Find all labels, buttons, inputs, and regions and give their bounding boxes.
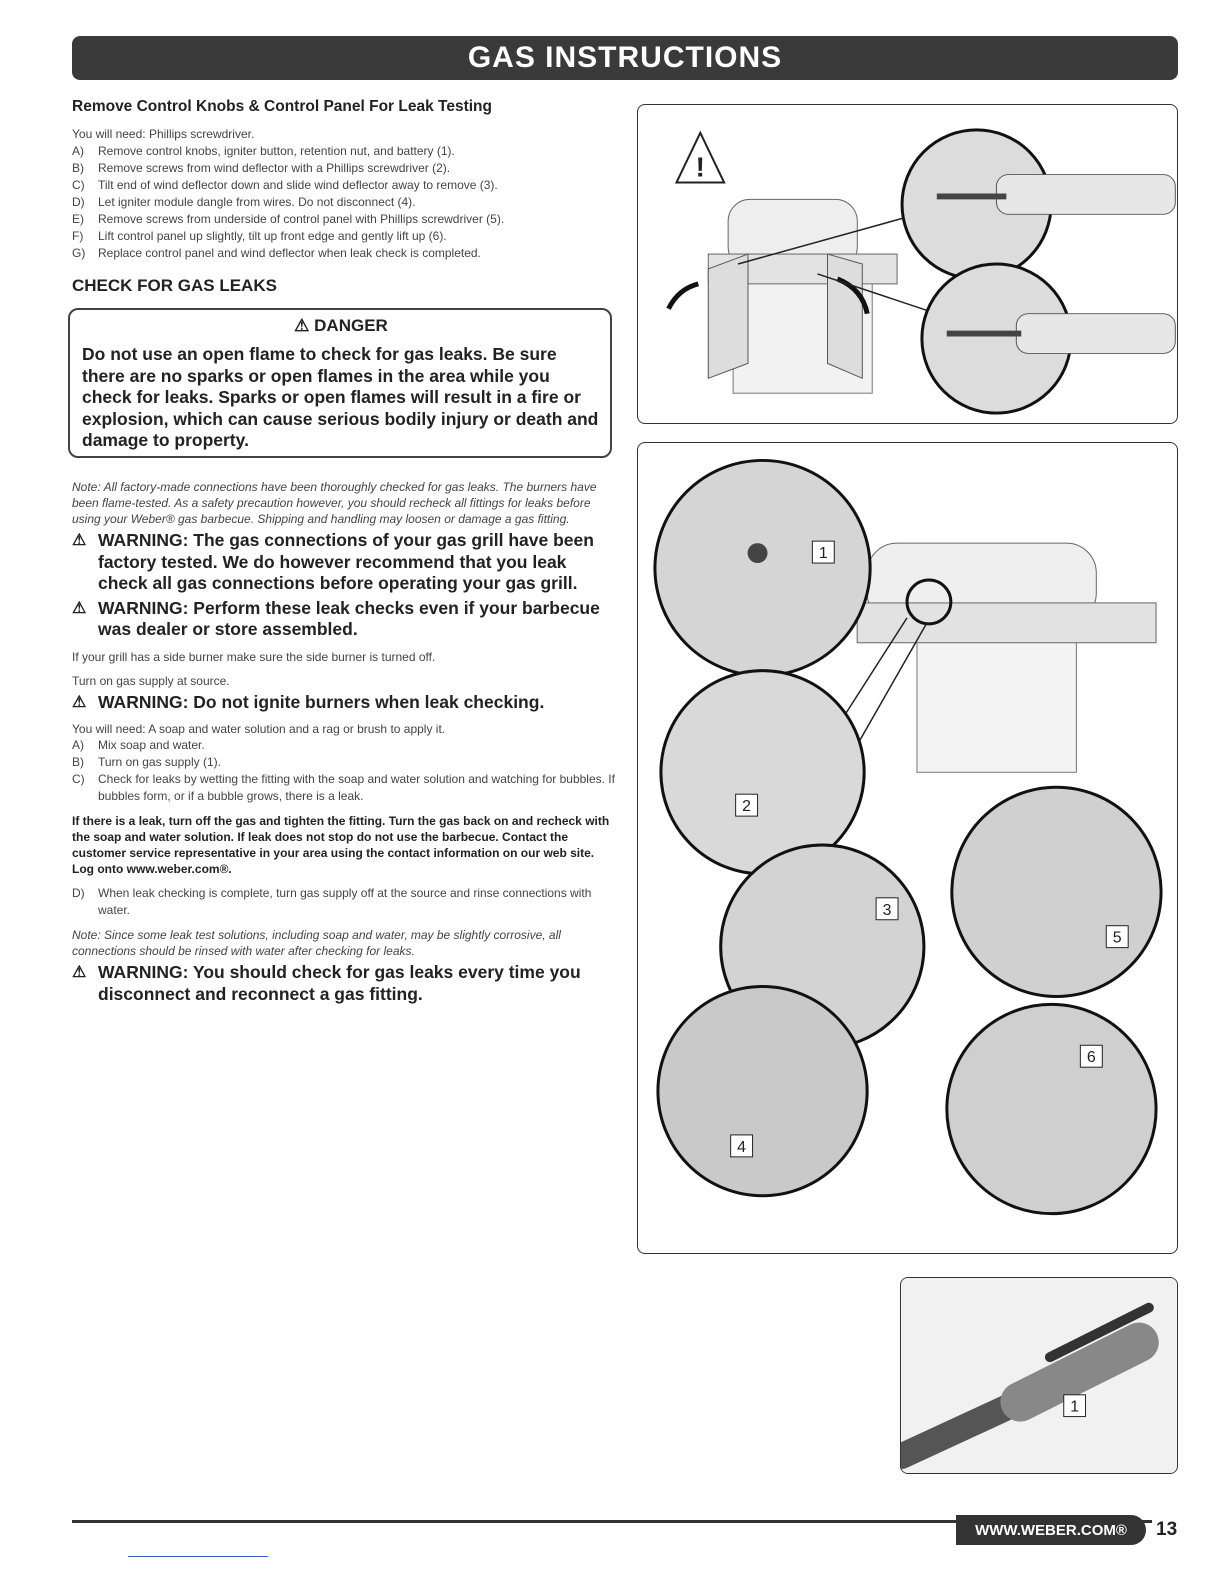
steps-list — [72, 143, 617, 262]
step-item: C) Check for leaks by wetting the fitting with the soap and water solution and watching for bubbles. If bubbles form, or if a bubble grows, there is a leak. — [72, 772, 615, 803]
step-item: B) Remove screws from wind deflector with a Phillips screwdriver (2). — [72, 161, 451, 175]
warning-item: ⚠ WARNING: You should check for gas leaks every time you disconnect and reconnect a gas fitting. — [72, 962, 581, 1004]
step-item: E) Remove screws from underside of control panel with Phillips screwdriver (5). — [72, 212, 505, 226]
callout-1-hose: 1 — [1070, 1398, 1080, 1416]
callout-6: 6 — [1086, 1049, 1096, 1067]
step-item: D) When leak checking is complete, turn gas supply off at the source and rinse connections with water. — [72, 886, 592, 917]
page-title: GAS INSTRUCTIONS — [467, 41, 783, 74]
warning-triangle-mark: ! — [695, 151, 705, 183]
danger-text: Do not use an open flame to check for gas leaks. Be sure there are no sparks or open flames in the area while you check for leaks. Sparks or open flames will result in a fire or explosion, which can cause serious bodily injury or death and damage to property. — [82, 344, 599, 450]
note-corrosive: Note: Since some leak test solutions, including soap and water, may be slightly corrosive, all connections should be rinsed with water after checking for leaks. — [72, 928, 561, 958]
figure-hose-fitting — [900, 1277, 1178, 1474]
figure-illustration — [638, 443, 1177, 1253]
step-item: D) Let igniter module dangle from wires. Do not disconnect (4). — [72, 195, 416, 209]
warning-item: ⚠ WARNING: The gas connections of your gas grill have been factory tested. We do however recommend that you leak check all gas connections before operating your gas grill. — [72, 530, 594, 593]
leak-found-paragraph: If there is a leak, turn off the gas and tighten the fitting. Turn the gas back on and recheck with the soap and water solution. If leak does not stop do not use the barbecue. Contact the customer service representative in your area using the contact information on our web site. Log onto www.weber.com®. — [72, 814, 610, 876]
warning-item: ⚠ WARNING: Perform these leak checks even if your barbecue was dealer or store assembled. — [72, 597, 600, 639]
figure-remove-knobs — [637, 104, 1178, 424]
step-item: A) Mix soap and water. — [72, 738, 205, 752]
step-item: G) Replace control panel and wind deflector when leak check is completed. — [72, 246, 481, 260]
danger-box — [68, 308, 612, 458]
warning-icon: ⚠ — [72, 964, 87, 981]
leak-check-instructions — [72, 479, 617, 1005]
tools-needed-2: You will need: A soap and water solution and a rag or brush to apply it. — [72, 722, 446, 736]
tools-needed: You will need: Phillips screwdriver. — [72, 127, 255, 141]
leak-steps-list — [72, 737, 617, 805]
step-item: C) Tilt end of wind deflector down and slide wind deflector away to remove (3). — [72, 178, 498, 192]
figure-control-panel-removal — [637, 442, 1178, 1254]
footer-url: WWW.WEBER.COM® — [975, 1521, 1127, 1539]
warning-icon: ⚠ — [72, 532, 87, 549]
section-heading: Remove Control Knobs & Control Panel For Leak Testing — [72, 98, 492, 115]
step-item: B) Turn on gas supply (1). — [72, 755, 221, 769]
underline-mark — [128, 1556, 268, 1557]
callout-3: 3 — [882, 901, 892, 919]
step-item: F) Lift control panel up slightly, tilt up front edge and gently lift up (6). — [72, 229, 447, 243]
danger-heading: ⚠ DANGER — [294, 316, 388, 335]
figure-illustration — [901, 1278, 1177, 1473]
warning-icon: ⚠ — [72, 599, 87, 617]
callout-2: 2 — [742, 798, 752, 816]
footer-url-badge — [956, 1515, 1146, 1545]
callout-1: 1 — [818, 545, 828, 563]
section-remove-control-knobs — [72, 98, 617, 310]
side-burner-paragraph: If your grill has a side burner make sure the side burner is turned off. — [72, 649, 436, 664]
note-factory-tested: Note: All factory-made connections have been thoroughly checked for gas leaks. The burners have been flame-tested. As a safety precaution however, you should recheck all fittings for leaks before using your Weber® gas barbecue. Shipping and handling may loosen or damage a gas fitting. — [72, 480, 597, 526]
warning-item: ⚠ WARNING: Do not ignite burners when leak checking. — [72, 691, 545, 712]
step-d — [72, 885, 617, 919]
turn-on-gas-paragraph: Turn on gas supply at source. — [72, 673, 230, 688]
warning-icon: ⚠ — [72, 693, 87, 711]
check-gas-leaks-heading: CHECK FOR GAS LEAKS — [72, 276, 277, 295]
callout-4: 4 — [737, 1138, 747, 1156]
step-item: A) Remove control knobs, igniter button, retention nut, and battery (1). — [72, 144, 455, 158]
page-number: 13 — [1156, 1519, 1178, 1540]
callout-5: 5 — [1112, 929, 1122, 947]
figure-illustration — [638, 105, 1177, 423]
page-banner — [72, 36, 1178, 80]
